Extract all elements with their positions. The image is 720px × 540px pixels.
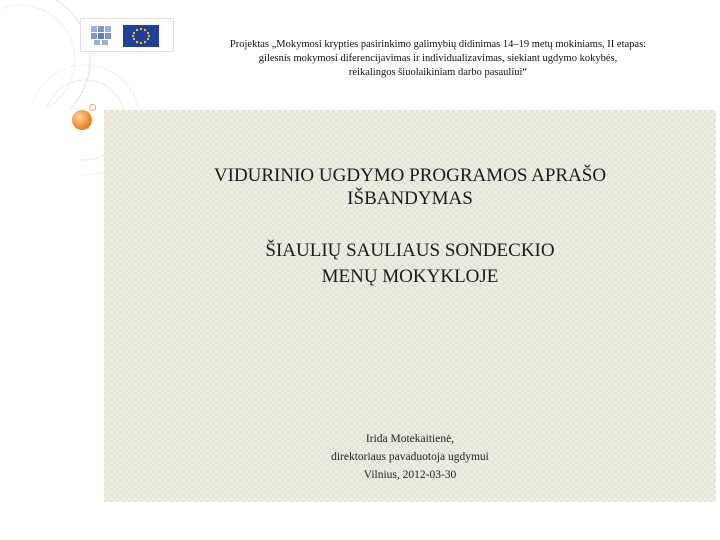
esf-logo	[91, 26, 111, 45]
project-header-line: Projektas „Mokymosi krypties pasirinkimo galimybių didinimas 14–19 metų mokiniams, II etapas:	[229, 39, 647, 50]
project-header	[178, 38, 698, 80]
author-block	[104, 430, 716, 484]
left-margin-strip	[0, 108, 80, 540]
logos-strip	[80, 18, 174, 52]
eu-flag-logo	[123, 25, 159, 47]
slide-subtitle-line: ŠIAULIŲ SAULIAUS SONDECKIO	[265, 240, 555, 261]
project-header-line: reikalingos šiuolaikiniam darbo pasauliui“	[348, 67, 528, 78]
orange-orb-ornament	[72, 110, 92, 130]
author-role: direktoriaus pavaduotoja ugdymui	[331, 451, 489, 463]
slide-subtitle	[104, 238, 716, 290]
slide-title-line: VIDURINIO UGDYMO PROGRAMOS APRAŠO	[213, 165, 607, 186]
slide-title	[104, 164, 716, 210]
small-ring-ornament	[89, 104, 96, 111]
author-date: Vilnius, 2012-03-30	[363, 469, 457, 481]
project-header-line: gilesnis mokymosi diferencijavimas ir individualizavimas, siekiant ugdymo kokybės,	[258, 53, 618, 64]
slide-subtitle-line: MENŲ MOKYKLOJE	[321, 266, 499, 287]
slide-panel	[104, 110, 716, 502]
slide-title-line: IŠBANDYMAS	[347, 188, 473, 209]
author-name: Irida Motekaitienė,	[365, 433, 455, 445]
